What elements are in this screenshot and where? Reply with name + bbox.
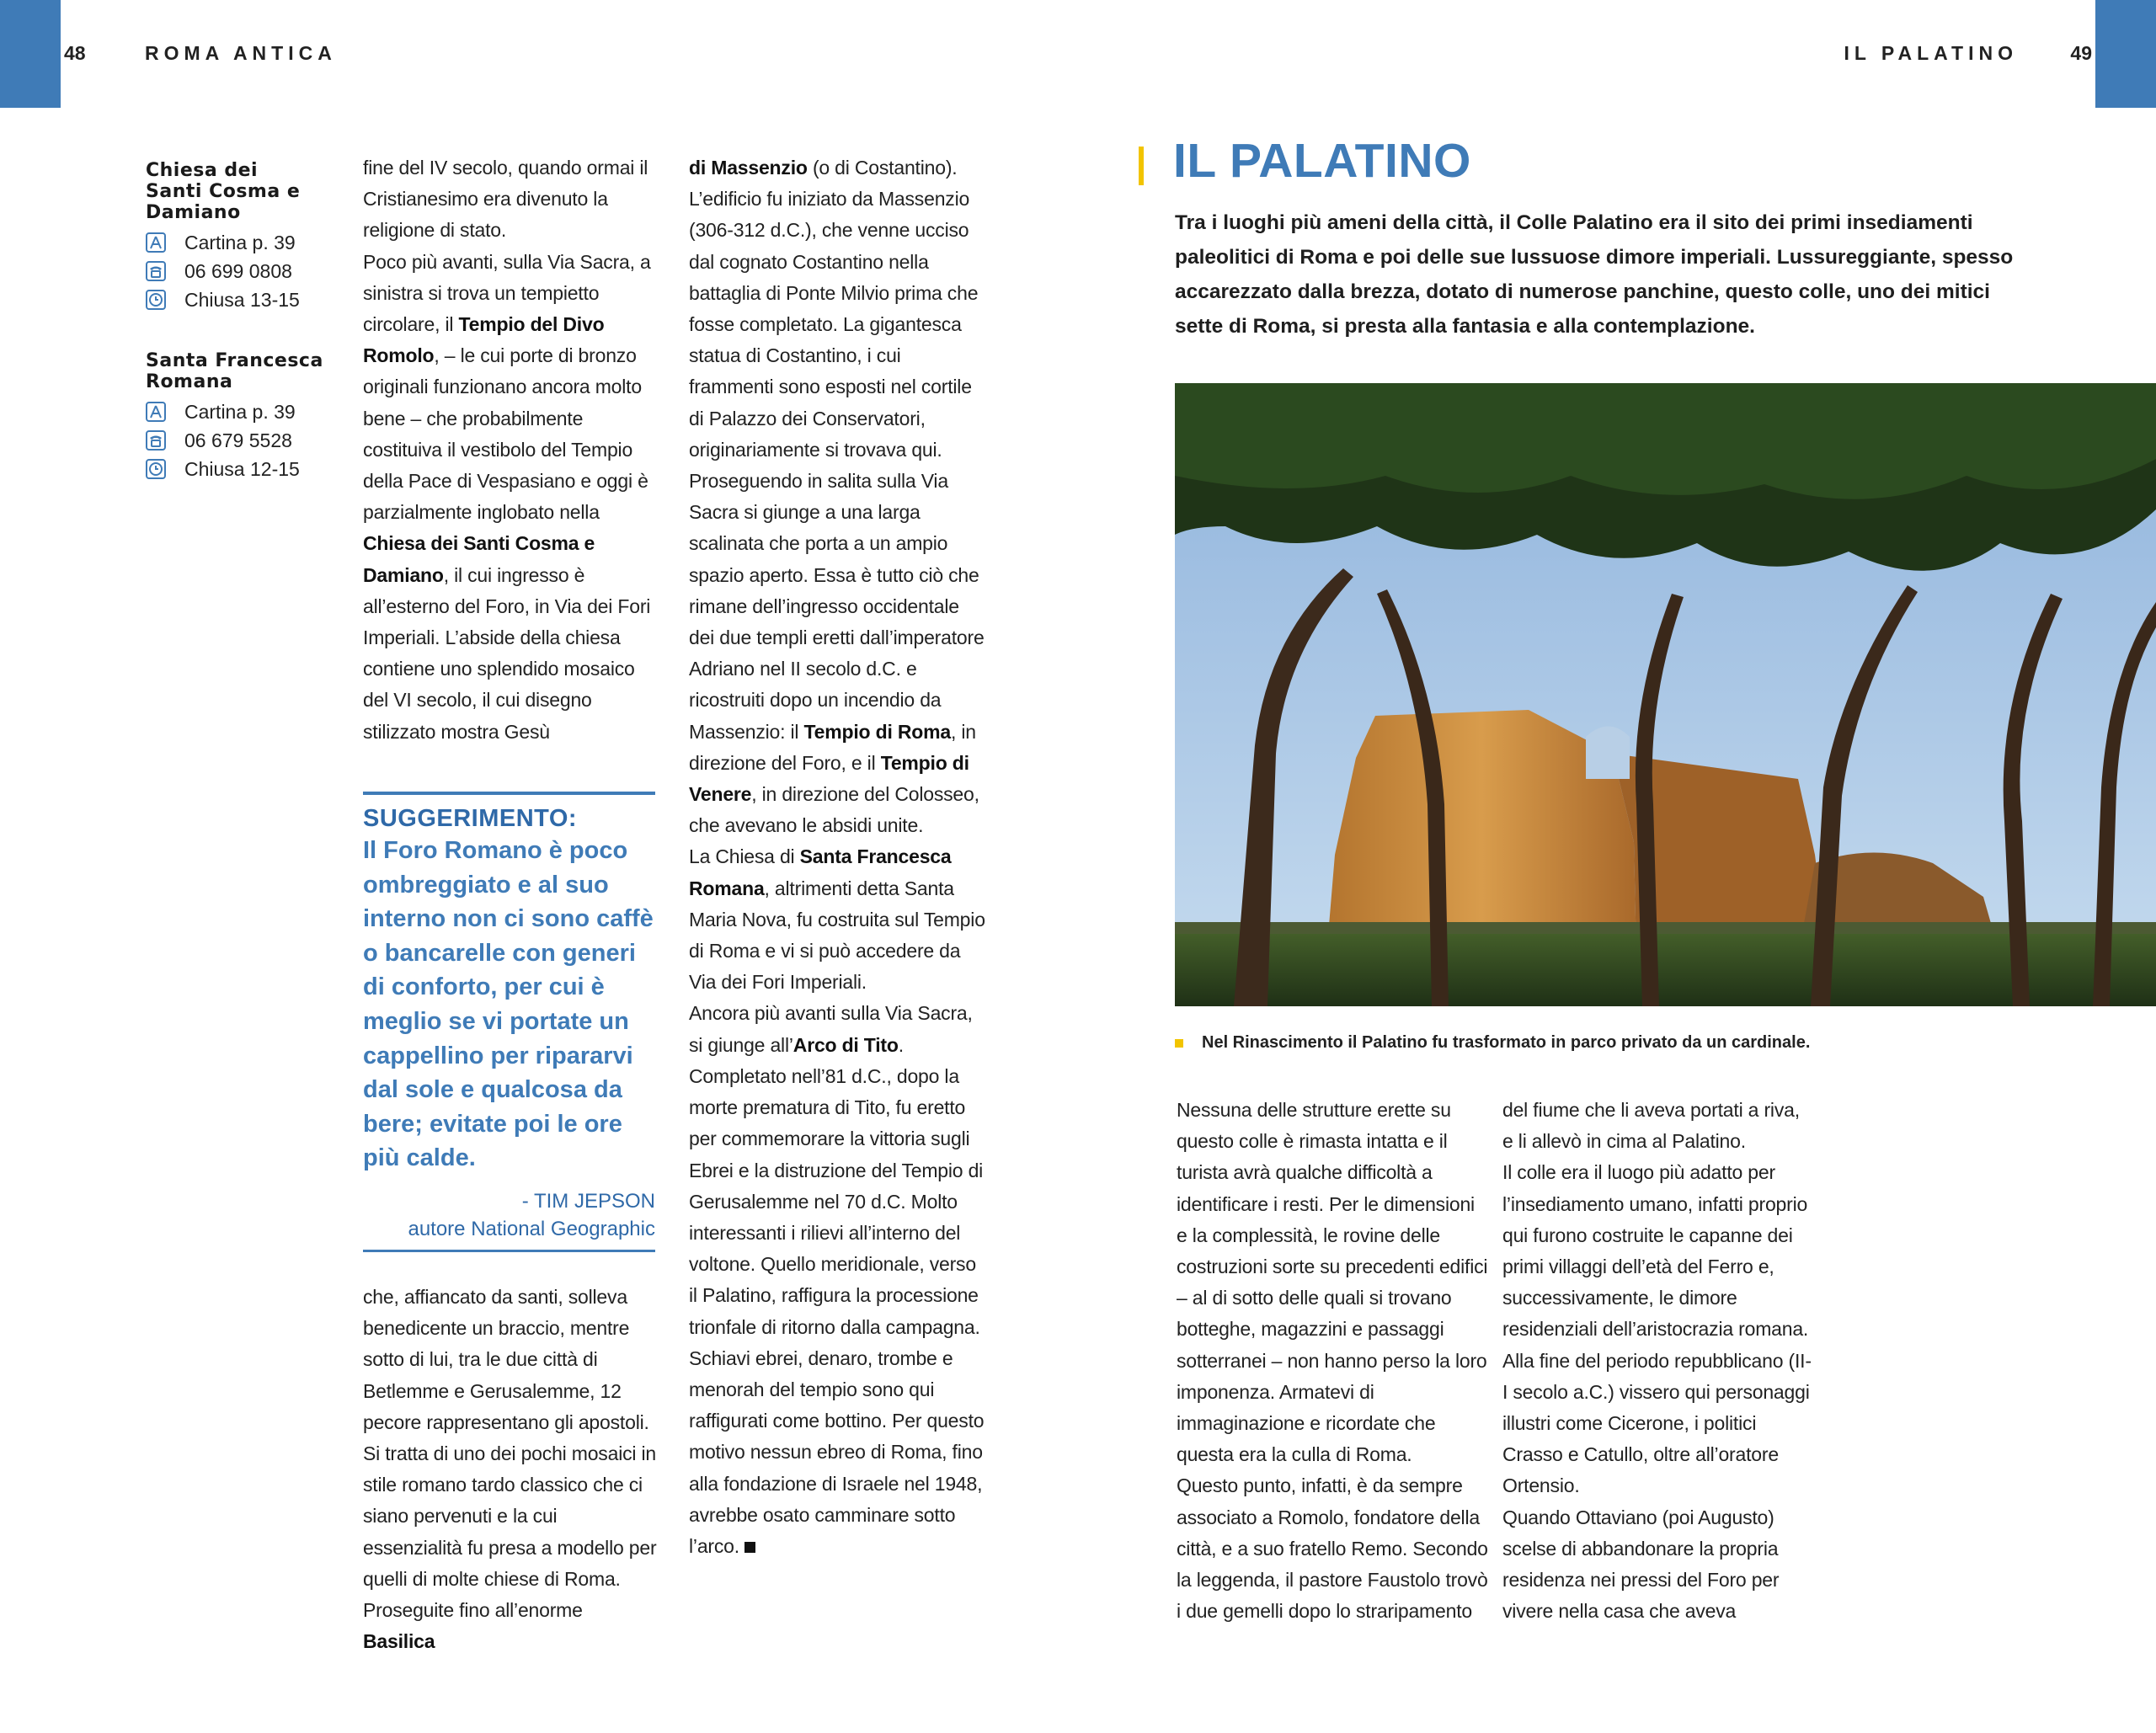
title-accent-bar bbox=[1139, 147, 1144, 185]
left-running-head: ROMA ANTICA bbox=[145, 42, 337, 64]
page-title: IL PALATINO bbox=[1173, 134, 1471, 188]
paragraph: Nessuna delle strutture erette su questo colle è rimasta intatta e il turista avrà qualche difficoltà a identificare i resti. Per le dimensioni e la complessità, le rovine delle costruzioni sorte su precedenti edifici – al di sotto delle quali si trovano botteghe, magazzini e passaggi sotterranei – non hanno perso la loro imponenza. Armatevi di immaginazione e ricordate che questa era la culla di Roma. bbox=[1177, 1099, 1488, 1466]
info-box-title: Santa Francesca Romana bbox=[146, 350, 323, 392]
tip-title: SUGGERIMENTO: bbox=[363, 805, 578, 832]
paragraph: Il colle era il luogo più adatto per l’insediamento umano, infatti proprio qui furono costruite le capanne dei primi villaggi dell’età del Ferro e, successivamente, le dimore residenziali dell’aristocrazia romana. Alla fine del periodo repubblicano (II-I secolo a.C.) vissero qui personaggi illustri come Cicerone, i politici Crasso e Catullo, oltre all’oratore Ortensio. bbox=[1502, 1161, 1812, 1497]
tip-author: - TIM JEPSON bbox=[521, 1189, 655, 1213]
body-column-2 bbox=[689, 152, 985, 1562]
info-box-santa-francesca-romana bbox=[146, 350, 348, 483]
info-phone-row: 06 679 5528 bbox=[146, 426, 348, 455]
right-page-number: 49 bbox=[2070, 42, 2092, 64]
info-box-title: Chiesa dei Santi Cosma e Damiano bbox=[146, 160, 301, 223]
map-pin-icon bbox=[146, 232, 166, 253]
body-column-4 bbox=[1502, 1095, 1814, 1627]
end-of-article-mark bbox=[744, 1542, 755, 1553]
body-column-1-lower bbox=[363, 1282, 659, 1657]
right-page-tab bbox=[2095, 0, 2156, 108]
left-page-number: 48 bbox=[64, 42, 86, 64]
palatino-ruins-photo bbox=[1175, 383, 2156, 1006]
clock-icon bbox=[146, 290, 166, 310]
info-map-row: Cartina p. 39 bbox=[146, 228, 348, 257]
paragraph: Proseguendo in salita sulla Via Sacra si giunge a una larga scalinata che porta a un ampio spazio aperto. Essa è tutto ciò che rimane dell’ingresso occidentale dei due templi eretti dall’imperatore Adriano nel II secolo d.C. e ricostruiti dopo un incendio da Massenzio: il Tempio di Roma, in direzione del Foro, e il Tempio di Venere, in direzione del Colosseo, che avevano le absidi unite. bbox=[689, 470, 985, 837]
map-pin-icon bbox=[146, 402, 166, 422]
info-hours-row: Chiusa 13-15 bbox=[146, 285, 348, 314]
paragraph: Questo punto, infatti, è da sempre associato a Romolo, fondatore della città, e a suo fratello Remo. Secondo la leggenda, il pastore Faustolo trovò i due gemelli dopo lo straripamento bbox=[1177, 1474, 1488, 1623]
tip-author-role: autore National Geographic bbox=[408, 1217, 655, 1240]
paragraph: di Massenzio (o di Costantino). L’edificio fu iniziato da Massenzio (306-312 d.C.), che venne ucciso dal cognato Costantino nella battaglia di Ponte Milvio prima che fosse completato. La gigantesca statua di Costantino, i cui frammenti sono esposti nel cortile di Palazzo dei Conservatori, originariamente si trovava qui. bbox=[689, 157, 979, 461]
paragraph: fine del IV secolo, quando ormai il Cristianesimo era divenuto la religione di stato. bbox=[363, 157, 648, 242]
tip-box bbox=[363, 792, 655, 1252]
paragraph: La Chiesa di Santa Francesca Romana, altrimenti detta Santa Maria Nova, fu costruita sul Tempio di Roma e vi si può accedere da Via dei Fori Imperiali. bbox=[689, 845, 985, 994]
info-hours-row: Chiusa 12-15 bbox=[146, 455, 348, 483]
paragraph: Ancora più avanti sulla Via Sacra, si giunge all’Arco di Tito. Completato nell’81 d.C., dopo la morte prematura di Tito, fu eretto per commemorare la vittoria sugli Ebrei e la distruzione del Tempio di Gerusalemme nel 70 d.C. Molto interessanti i rilievi all’interno del voltone. Quello meridionale, verso il Palatino, raffigura la processione trionfale di ritorno dalla campagna. Schiavi ebrei, denaro, trombe e menorah del tempio sono qui raffigurati come bottino. Per questo motivo nessun ebreo di Roma, fino alla fondazione di Israele nel 1948, avrebbe osato camminare sotto l’arco. bbox=[689, 1002, 985, 1557]
photo-caption: Nel Rinascimento il Palatino fu trasformato in parco privato da un cardinale. bbox=[1175, 1033, 1810, 1053]
paragraph: che, affiancato da santi, solleva benedicente un braccio, mentre sotto di lui, tra le due città di Betlemme e Gerusalemme, 12 pecore rappresentano gli apostoli. Si tratta di uno dei pochi mosaici in stile romano tardo classico che ci siano pervenuti e la cui essenzialità fu presa a modello per quelli di molte chiese di Roma. bbox=[363, 1286, 657, 1590]
caption-marker bbox=[1175, 1039, 1183, 1048]
info-box-santi-cosma-damiano bbox=[146, 160, 348, 314]
paragraph: Poco più avanti, sulla Via Sacra, a sinistra si trova un tempietto circolare, il Tempio del Divo Romolo, – le cui porte di bronzo originali funzionano ancora molto bene – che probabilmente costituiva il vestibolo del Tempio della Pace di Vespasiano e oggi è parzialmente inglobato nella Chiesa dei Santi Cosma e Damiano, il cui ingresso è all’esterno del Foro, in Via dei Fori Imperiali. L’abside della chiesa contiene uno splendido mosaico del VI secolo, il cui disegno stilizzato mostra Gesù bbox=[363, 250, 651, 743]
paragraph: Quando Ottaviano (poi Augusto) scelse di abbandonare la propria residenza nei pressi del Foro per vivere nella casa che aveva bbox=[1502, 1506, 1780, 1623]
body-column-1-upper bbox=[363, 152, 659, 748]
info-map-row: Cartina p. 39 bbox=[146, 397, 348, 426]
body-column-3 bbox=[1177, 1095, 1488, 1627]
clock-icon bbox=[146, 459, 166, 479]
lead-paragraph: Tra i luoghi più ameni della città, il Colle Palatino era il sito dei primi insediamenti paleolitici di Roma e poi delle sue lussuose dimore imperiali. Lussureggiante, spesso accarezzato dalla brezza, dotato di numerose panchine, questo colle, uno dei mitici sette di Roma, si presta alla fantasia e alla contemplazione. bbox=[1175, 211, 2014, 338]
info-phone-row: 06 699 0808 bbox=[146, 257, 348, 285]
phone-icon bbox=[146, 430, 166, 451]
left-page-tab bbox=[0, 0, 61, 108]
right-running-head: IL PALATINO bbox=[1844, 42, 2018, 64]
paragraph: del fiume che li aveva portati a riva, e li allevò in cima al Palatino. bbox=[1502, 1099, 1800, 1153]
tip-body: Il Foro Romano è poco ombreggiato e al suo interno non ci sono caffè o bancarelle con generi di conforto, per cui è meglio se vi portate un cappellino per ripararvi dal sole e qualcosa da bere; evitate poi le ore più calde. bbox=[363, 837, 654, 1172]
phone-icon bbox=[146, 261, 166, 281]
paragraph: Proseguite fino all’enorme Basilica bbox=[363, 1599, 583, 1653]
